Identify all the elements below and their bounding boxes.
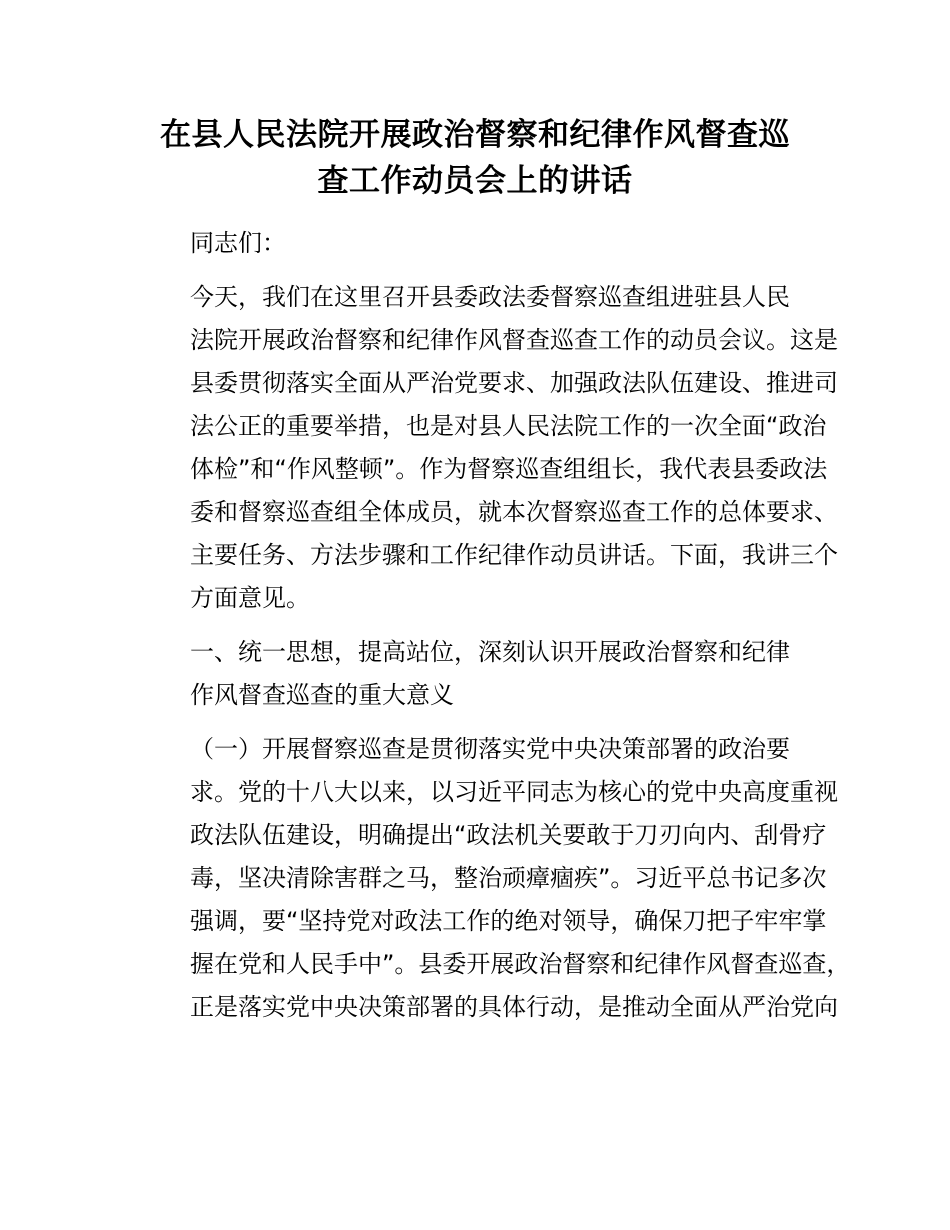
intro-paragraph (142, 276, 838, 620)
text-line: 法院开展政治督察和纪律作风督查巡查工作的动员会议。这是 (190, 326, 838, 354)
title-line: 查工作动员会上的讲话 (317, 163, 633, 199)
subsection-paragraph (142, 728, 851, 1029)
document-body (142, 222, 851, 1029)
text-line: 今天，我们在这里召开县委政法委督察巡查组进驻县人民 (190, 283, 790, 311)
text-line: 求。党的十八大以来，以习近平同志为核心的党中央高度重视 (190, 778, 838, 806)
text-line: 政法队伍建设，明确提出“政法机关要敢于刀刃向内、刮骨疗 (190, 821, 827, 849)
text-line: 强调，要“坚持党对政法工作的绝对领导，确保刀把子牢牢掌 (190, 907, 827, 935)
text-line: 法公正的重要举措，也是对县人民法院工作的一次全面“政治 (190, 412, 827, 440)
text-line: 委和督察巡查组全体成员，就本次督察巡查工作的总体要求、 (190, 498, 838, 526)
text-line: （一）开展督察巡查是贯彻落实党中央决策部署的政治要 (190, 735, 790, 763)
text-line: 体检”和“作风整顿”。作为督察巡查组组长，我代表县委政法 (190, 455, 828, 483)
document-title (142, 112, 808, 204)
text-line: 主要任务、方法步骤和工作纪律作动员讲话。下面，我讲三个 (190, 541, 838, 569)
text-line: 作风督查巡查的重大意义 (190, 681, 454, 709)
text-line: 握在党和人民手中”。县委开展政治督察和纪律作风督查巡查， (190, 950, 851, 978)
salutation-paragraph (142, 222, 832, 265)
text-line: 正是落实党中央决策部署的具体行动，是推动全面从严治党向 (190, 993, 838, 1021)
text-line: 毒，坚决清除害群之马，整治顽瘴痼疾”。习近平总书记多次 (190, 864, 827, 892)
text-line: 县委贯彻落实全面从严治党要求、加强政法队伍建设、推进司 (190, 369, 838, 397)
text-line: 一、统一思想，提高站位，深刻认识开展政治督察和纪律 (190, 638, 790, 666)
text-line: 同志们： (190, 229, 286, 257)
title-line: 在县人民法院开展政治督察和纪律作风督查巡 (160, 117, 790, 153)
text-line: 方面意见。 (190, 584, 310, 612)
section-heading-paragraph (142, 631, 832, 717)
